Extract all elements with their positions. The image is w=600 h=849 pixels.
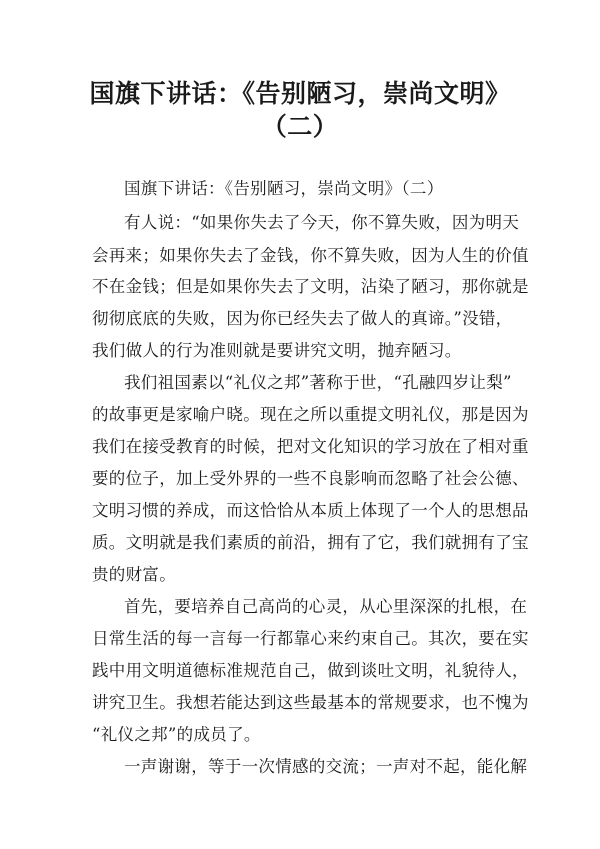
body-line: 会再来；如果你失去了金钱，你不算失败，因为人生的价值 bbox=[92, 246, 529, 265]
body-line: 有人说：“如果你失去了今天，你不算失败，因为明天 bbox=[124, 213, 520, 232]
body-line: 一声谢谢，等于一次情感的交流；一声对不起，能化解 bbox=[124, 757, 528, 776]
body-line: 彻彻底底的失败，因为你已经失去了做人的真谛。”没错， bbox=[92, 309, 513, 328]
body-line: 不在金钱；但是如果你失去了文明，沾染了陋习，那你就是 bbox=[92, 277, 529, 296]
body-line: 要的位子，加上受外界的一些不良影响而忽略了社会公德、 bbox=[92, 469, 529, 488]
body-line: 国旗下讲话：《告别陋习，崇尚文明》（二） bbox=[124, 179, 444, 198]
body-line: 文明习惯的养成，而这恰恰从本质上体现了一个人的思想品 bbox=[92, 501, 529, 520]
body-line: “礼仪之邦”的成员了。 bbox=[92, 725, 261, 744]
body-line: 首先，要培养自己高尚的心灵，从心里深深的扎根，在 bbox=[124, 597, 528, 616]
document-title-continued: （二） bbox=[261, 112, 339, 141]
body-line: 践中用文明道德标准规范自己，做到谈吐文明，礼貌待人， bbox=[92, 661, 529, 680]
body-line: 我们做人的行为准则就是要讲究文明，抛弃陋习。 bbox=[92, 341, 462, 360]
body-line: 讲究卫生。我想若能达到这些最基本的常规要求，也不愧为 bbox=[92, 693, 529, 712]
body-line: 我们在接受教育的时候，把对文化知识的学习放在了相对重 bbox=[92, 437, 529, 456]
body-line: 的故事更是家喻户晓。现在之所以重提文明礼仪，那是因为 bbox=[92, 405, 529, 424]
body-line: 质。文明就是我们素质的前沿，拥有了它，我们就拥有了宝 bbox=[92, 533, 529, 552]
body-line: 日常生活的每一言每一行都靠心来约束自己。其次，要在实 bbox=[92, 629, 529, 648]
document-title: 国旗下讲话：《告别陋习，崇尚文明》 bbox=[89, 79, 511, 108]
body-line: 我们祖国素以“礼仪之邦”著称于世，“孔融四岁让梨” bbox=[124, 373, 512, 392]
body-line: 贵的财富。 bbox=[92, 565, 176, 584]
